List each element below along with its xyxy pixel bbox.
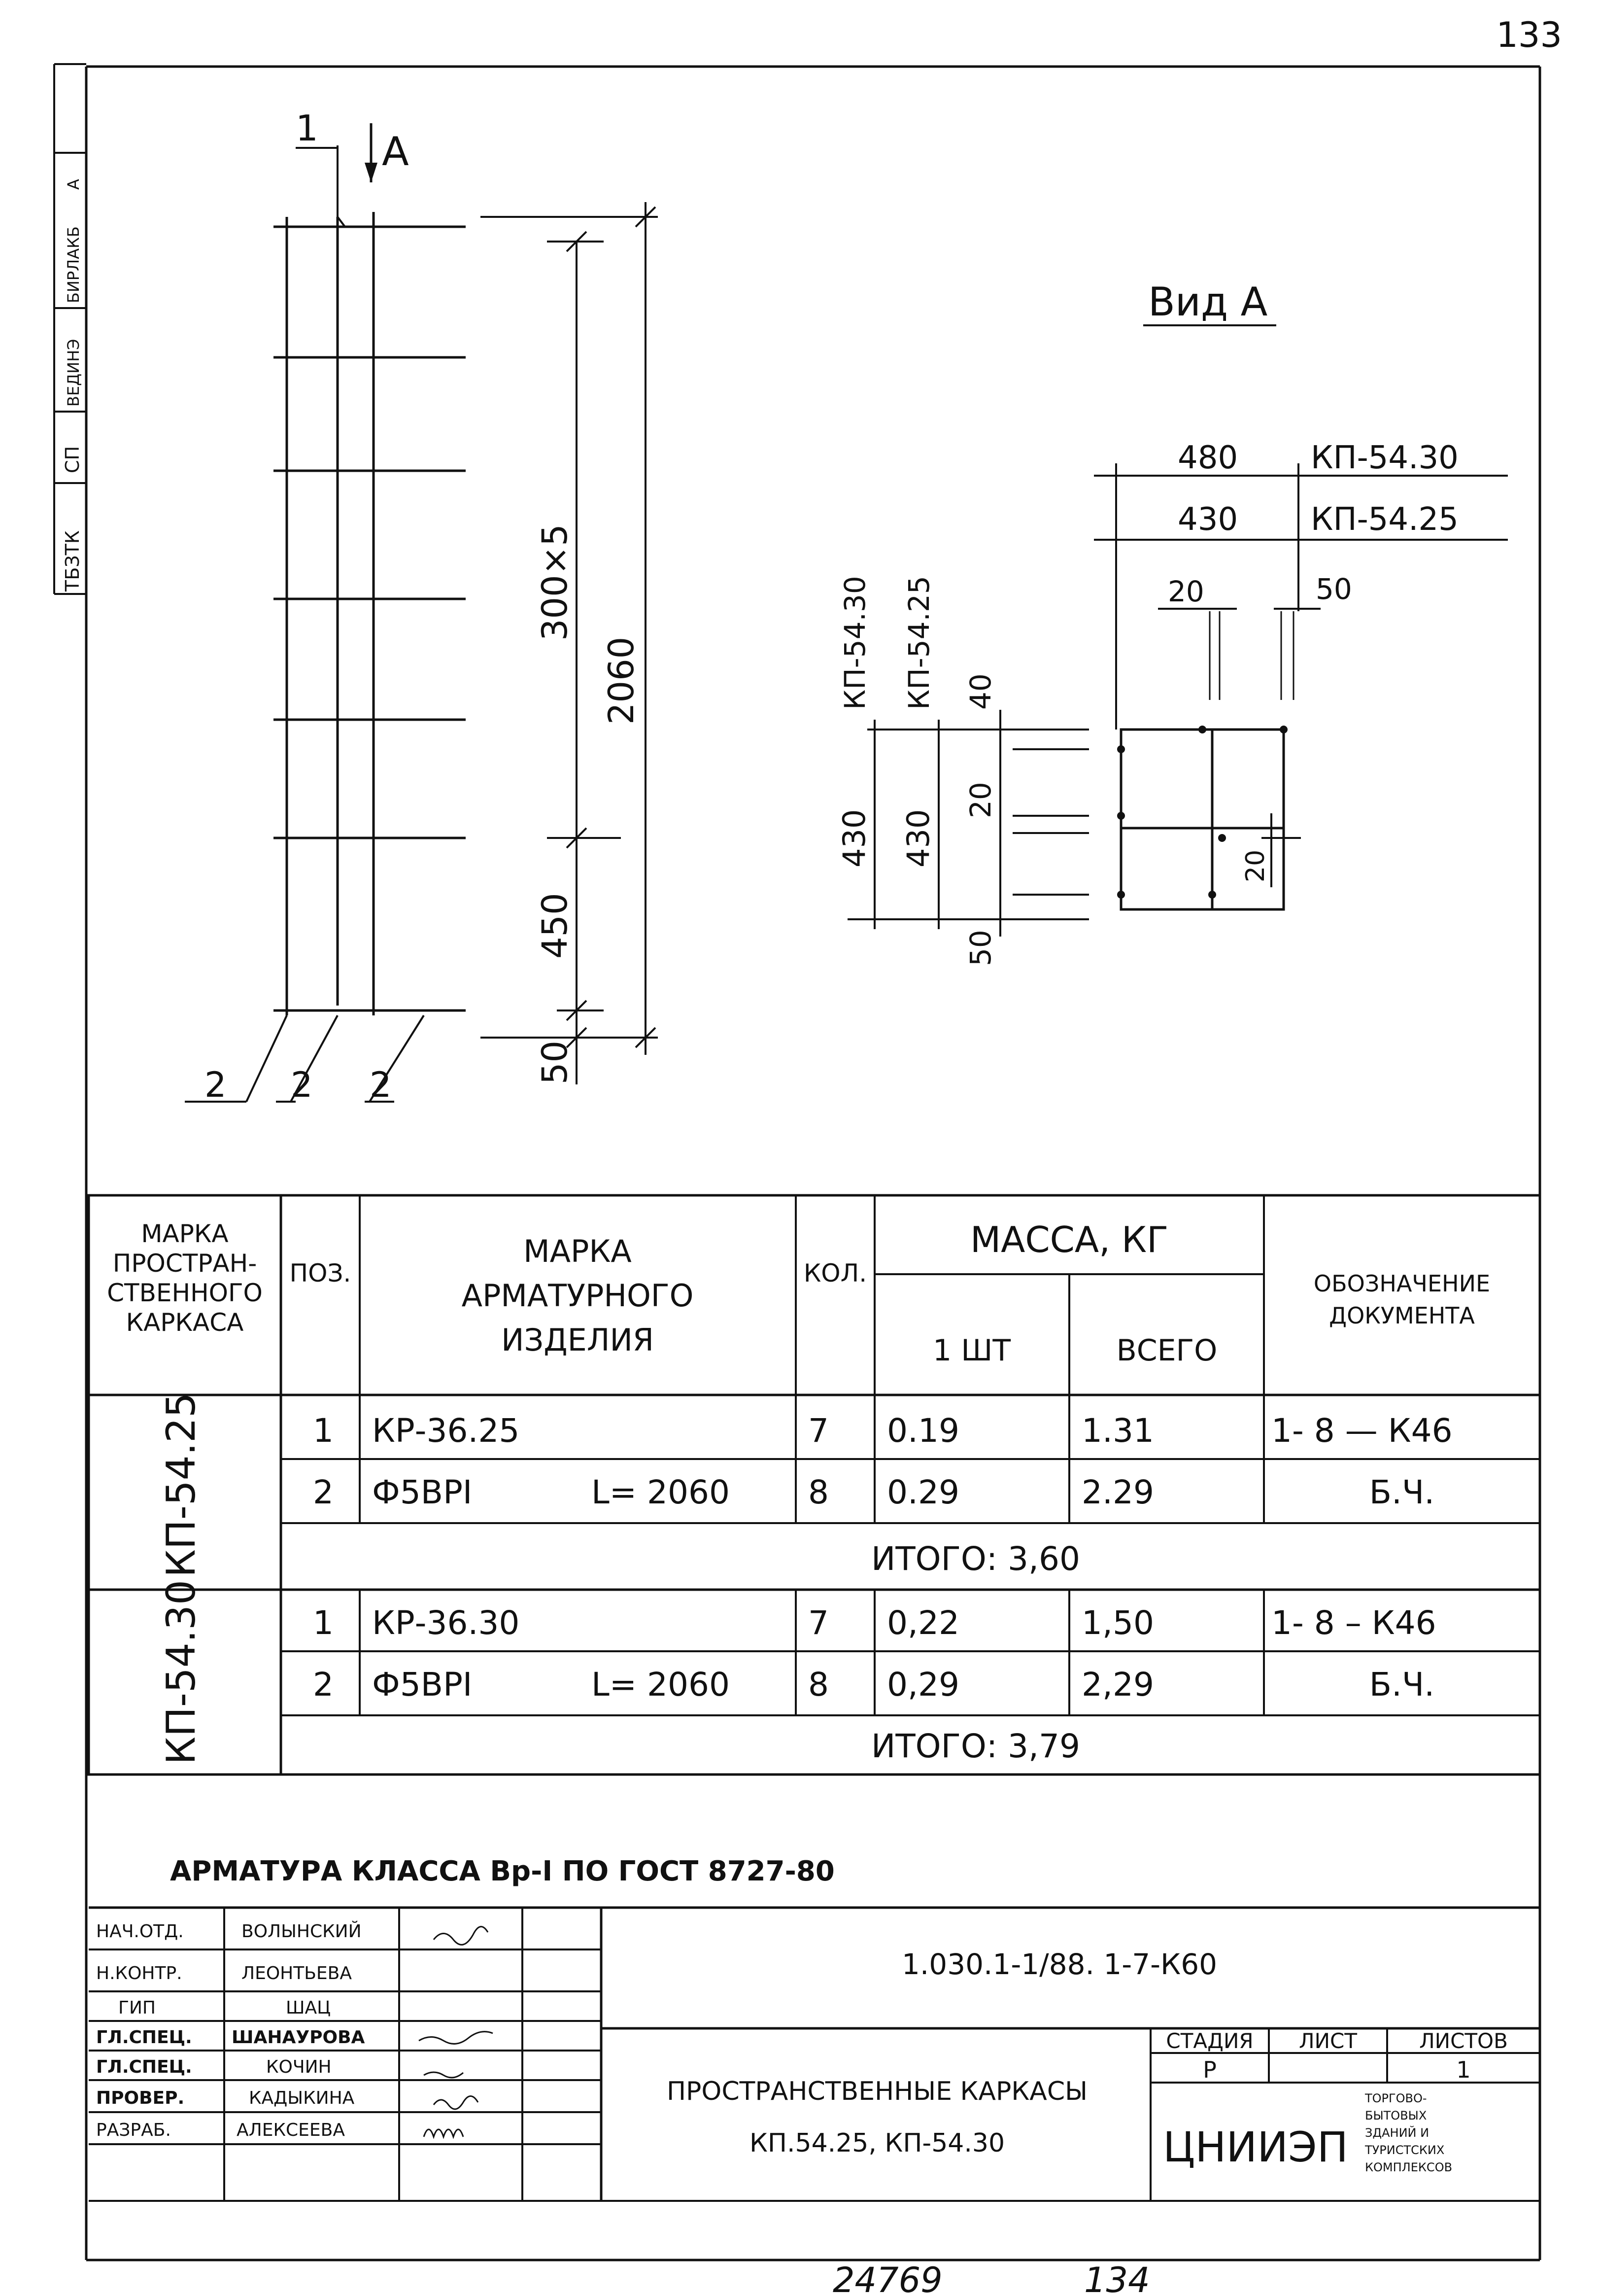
staff-role: НАЧ.ОТД.: [96, 1921, 184, 1942]
group-1-total: ИТОГО: 3,60: [871, 1540, 1081, 1578]
dim-bottom: 50: [535, 1040, 575, 1084]
row-item: КР-36.30: [372, 1604, 520, 1642]
row-pos: 2: [313, 1666, 334, 1704]
org-note-5: КОМПЛЕКСОВ: [1365, 2160, 1453, 2174]
footer-inv: 24769: [833, 2260, 943, 2296]
footer-sheet: 134: [1084, 2260, 1150, 2296]
cage-elevation: [185, 107, 658, 1105]
group-1-frame: КП-54.25: [158, 1392, 204, 1577]
header-doc: ОБОЗНАЧЕНИЕ ДОКУМЕНТА: [1313, 1270, 1491, 1329]
row-length: L= 2060: [591, 1473, 730, 1511]
view-arrow: [365, 163, 377, 182]
header-qty: КОЛ.: [803, 1259, 867, 1287]
row-pos: 2: [313, 1473, 334, 1511]
staff-role: ГЛ.СПЕЦ.: [96, 2027, 192, 2048]
staff-role: ГЛ.СПЕЦ.: [96, 2057, 192, 2077]
pos-label-3: 2: [370, 1065, 392, 1105]
view-a-dim-50b: 50: [964, 930, 997, 966]
note-text: АРМАТУРА КЛАССА Вр-I ПО ГОСТ 8727-80: [170, 1855, 835, 1887]
row-mass-one: 0.19: [887, 1412, 959, 1450]
table-row: [313, 1412, 1453, 1450]
staff-name: КАДЫКИНА: [249, 2088, 355, 2108]
row-doc: 1- 8 – К46: [1271, 1604, 1436, 1642]
row-item: Ф5ВРI: [372, 1473, 473, 1511]
view-a-v430-1: 430: [836, 809, 872, 868]
row-doc: Б.Ч.: [1369, 1473, 1435, 1511]
pos-label-1: 2: [204, 1065, 227, 1105]
org-note-2: БЫТОВЫХ: [1365, 2109, 1427, 2122]
row-mass-total: 1,50: [1082, 1604, 1154, 1642]
header-item: МАРКА АРМАТУРНОГО ИЗДЕЛИЯ: [461, 1233, 694, 1358]
row-qty: 7: [808, 1604, 829, 1642]
spec-table: [89, 1195, 1540, 1774]
side-stamp-text-3: ВЕДИНЭ: [64, 339, 83, 407]
row-mass-one: 0,29: [887, 1666, 959, 1704]
view-a: [836, 279, 1508, 966]
staff-name: КОЧИН: [266, 2057, 332, 2077]
dim-total: 2060: [601, 636, 642, 725]
sheets-value: 1: [1456, 2056, 1471, 2083]
view-a-width-1: 480: [1178, 440, 1238, 476]
signature-2: [419, 2032, 493, 2044]
staff-name: ШАЦ: [286, 1998, 331, 2018]
row-qty: 8: [808, 1473, 829, 1511]
staff-name: ЛЕОНТЬЕВА: [241, 1963, 352, 1983]
side-stamp-text-4: БИРЛАКБ: [64, 226, 83, 303]
row-item: Ф5ВРI: [372, 1666, 473, 1704]
view-a-v430-2: 430: [900, 809, 936, 868]
staff-name: ШАНАУРОВА: [232, 2027, 365, 2048]
block-title: ПРОСТРАНСТВЕННЫЕ КАРКАСЫ: [666, 2077, 1088, 2106]
header-mass-total: ВСЕГО: [1116, 1333, 1218, 1368]
signature-3: [424, 2072, 463, 2078]
view-a-width-2: 430: [1178, 501, 1238, 538]
row-length: L= 2060: [591, 1666, 730, 1704]
org-note-4: ТУРИСТСКИХ: [1365, 2143, 1445, 2157]
row-mass-one: 0,22: [887, 1604, 959, 1642]
row-mass-total: 2,29: [1082, 1666, 1154, 1704]
side-stamp: [54, 64, 86, 594]
view-a-title: Вид А: [1148, 279, 1268, 325]
row-doc: 1- 8 — К46: [1271, 1412, 1453, 1450]
row-mass-one: 0.29: [887, 1473, 959, 1511]
stage-header: СТАДИЯ: [1166, 2029, 1254, 2053]
section-mark: 1: [296, 107, 318, 149]
side-stamp-text-5: А: [64, 179, 83, 190]
sheets-header: ЛИСТОВ: [1419, 2029, 1508, 2053]
row-mass-total: 1.31: [1082, 1412, 1154, 1450]
view-a-vmark-1: КП-54.30: [838, 576, 872, 710]
staff-role: РАЗРАБ.: [96, 2120, 171, 2140]
row-qty: 7: [808, 1412, 829, 1450]
staff-name: ВОЛЫНСКИЙ: [241, 1921, 362, 1942]
dim-lower: 450: [535, 893, 575, 959]
org-name: ЦНИИЭП: [1163, 2123, 1348, 2171]
row-item: КР-36.25: [372, 1412, 520, 1450]
page-number: 133: [1496, 15, 1562, 55]
view-a-dim-40: 40: [964, 673, 997, 710]
row-pos: 1: [313, 1412, 334, 1450]
view-a-dim-20: 20: [1168, 575, 1204, 608]
block-subtitle: КП.54.25, КП-54.30: [749, 2128, 1005, 2158]
group-2-total: ИТОГО: 3,79: [871, 1727, 1081, 1765]
sheet-header: ЛИСТ: [1299, 2029, 1357, 2053]
staff-role: Н.КОНТР.: [96, 1963, 182, 1983]
stage-value: Р: [1203, 2056, 1217, 2083]
header-mass-one: 1 ШТ: [932, 1333, 1011, 1368]
row-mass-total: 2.29: [1082, 1473, 1154, 1511]
view-a-dim-20c: 20: [1241, 849, 1270, 882]
row-doc: Б.Ч.: [1369, 1666, 1435, 1704]
dim-pitch: 300×5: [535, 524, 575, 641]
staff-name: АЛЕКСЕЕВА: [237, 2120, 345, 2140]
signature-1: [434, 1927, 488, 1945]
staff-role: ПРОВЕР.: [96, 2088, 185, 2108]
org-note-3: ЗДАНИЙ И: [1365, 2126, 1430, 2140]
org-note-1: ТОРГОВО-: [1365, 2091, 1427, 2105]
group-2-frame: КП-54.30: [158, 1580, 204, 1765]
view-a-width-2-mark: КП-54.25: [1311, 501, 1459, 538]
signature-4: [434, 2096, 478, 2109]
row-qty: 8: [808, 1666, 829, 1704]
view-mark: А: [382, 129, 409, 174]
side-stamp-text-1: ТБЗТК: [62, 530, 83, 591]
staff-role: ГИП: [118, 1998, 156, 2018]
pos-label-2: 2: [291, 1065, 313, 1105]
title-block: [89, 1908, 1540, 2201]
view-a-dim-50: 50: [1316, 572, 1352, 606]
header-frame: МАРКА ПРОСТРАН-СТВЕННОГО КАРКАСА: [107, 1219, 263, 1337]
view-a-dim-20b: 20: [964, 782, 997, 818]
view-a-width-1-mark: КП-54.30: [1311, 440, 1459, 476]
header-pos: ПОЗ.: [289, 1259, 351, 1287]
signature-5: [424, 2129, 463, 2137]
side-stamp-text-2: СП: [62, 446, 83, 473]
doc-code: 1.030.1-1/88. 1-7-К60: [901, 1948, 1218, 1981]
header-mass: МАССА, КГ: [970, 1219, 1168, 1260]
row-pos: 1: [313, 1604, 334, 1642]
view-a-vmark-2: КП-54.25: [902, 576, 936, 710]
